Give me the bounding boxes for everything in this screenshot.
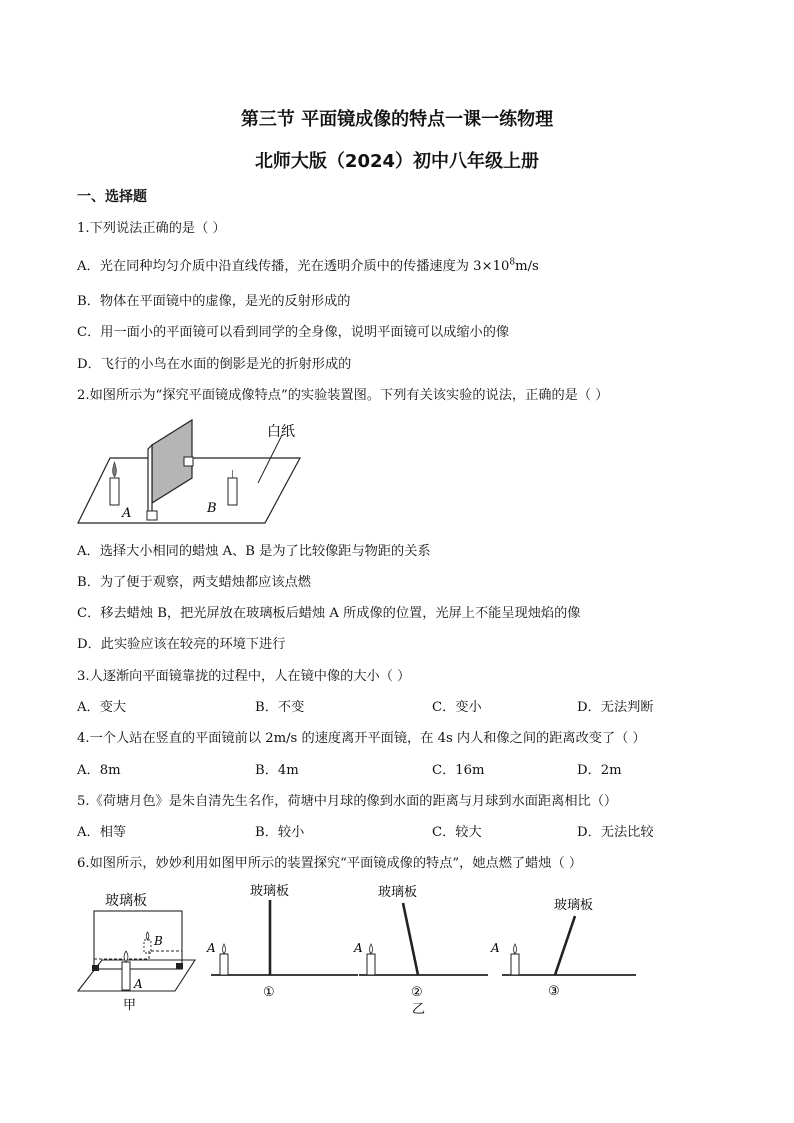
figure-yi-label: 乙 bbox=[412, 1002, 426, 1017]
figure-jia bbox=[78, 892, 195, 1013]
image-b-label: B bbox=[154, 934, 163, 948]
figure-1 bbox=[206, 883, 358, 1000]
question-2-option-d: D．此实验应该在较亮的环境下进行 bbox=[77, 637, 286, 652]
section-heading: 一、选择题 bbox=[77, 189, 147, 205]
question-4-stem: 4.一个人站在竖直的平面镜前以 2m/s 的速度离开平面镜，在 4s 内人和像之间的距离改变了（ ） bbox=[77, 731, 646, 746]
question-4-option-d: D．2m bbox=[577, 763, 622, 778]
fig3-number: ③ bbox=[548, 984, 560, 999]
question-3-option-d: D．无法判断 bbox=[577, 700, 654, 715]
page-subtitle: 北师大版（2024）初中八年级上册 bbox=[254, 151, 540, 172]
question-4-option-b: B．4m bbox=[255, 763, 299, 778]
fig1-candle-a-label: A bbox=[207, 941, 216, 955]
question-4-option-a: A．8m bbox=[77, 763, 121, 778]
fig2-candle-a-label: A bbox=[354, 941, 363, 955]
question-5-option-b: B．较小 bbox=[255, 825, 305, 840]
glass-label: 玻璃板 bbox=[105, 893, 147, 909]
page-title: 第三节 平面镜成像的特点一课一练物理 bbox=[240, 109, 554, 130]
fig2-glass-label: 玻璃板 bbox=[378, 885, 418, 900]
question-3-option-a: A．变大 bbox=[77, 700, 127, 715]
question-3-option-c: C．变小 bbox=[432, 700, 482, 715]
fig2-number: ② bbox=[411, 985, 423, 1000]
candle-a-label: A bbox=[122, 506, 132, 521]
question-5-option-c: C．较大 bbox=[432, 825, 482, 840]
fig1-number: ① bbox=[263, 985, 275, 1000]
figure-2 bbox=[353, 884, 488, 1017]
fig1-glass-label: 玻璃板 bbox=[250, 884, 290, 899]
candle-b-label: B bbox=[207, 501, 217, 516]
mirror-experiment-figure bbox=[70, 415, 310, 530]
question-4-option-c: C．16m bbox=[432, 763, 485, 778]
exponent: 8 bbox=[509, 257, 516, 268]
fig3-glass-label: 玻璃板 bbox=[554, 898, 594, 913]
question-2-option-c: C．移去蜡烛 B，把光屏放在玻璃板后蜡烛 A 所成像的位置，光屏上不能呈现烛焰的像 bbox=[77, 606, 581, 621]
mirror-angle-figure bbox=[70, 878, 645, 1018]
figure-jia-label: 甲 bbox=[123, 998, 137, 1013]
question-2-option-b: B．为了便于观察，两支蜡烛都应该点燃 bbox=[77, 575, 311, 590]
question-2-option-a: A．选择大小相同的蜡烛 A、B 是为了比较像距与物距的关系 bbox=[77, 544, 431, 559]
question-5-option-d: D．无法比较 bbox=[577, 825, 654, 840]
question-2-stem: 2.如图所示为“探究平面镜成像特点”的实验装置图。下列有关该实验的说法，正确的是（ ） bbox=[77, 388, 609, 403]
question-3-stem: 3.人逐渐向平面镜靠拢的过程中，人在镜中像的大小（ ） bbox=[77, 669, 411, 684]
fig3-candle-a-label: A bbox=[491, 941, 500, 955]
question-6-stem: 6.如图所示，妙妙利用如图甲所示的装置探究“平面镜成像的特点”，她点燃了蜡烛（ ） bbox=[77, 856, 583, 871]
question-1-option-d: D．飞行的小鸟在水面的倒影是光的折射形成的 bbox=[77, 357, 352, 372]
question-3-option-b: B．不变 bbox=[255, 700, 305, 715]
question-1-option-c: C．用一面小的平面镜可以看到同学的全身像，说明平面镜可以成缩小的像 bbox=[77, 325, 510, 340]
question-1-stem: 1.下列说法正确的是（ ） bbox=[77, 221, 226, 236]
candle-a-label: A bbox=[134, 977, 143, 991]
option-a-text: A．光在同种均匀介质中沿直线传播，光在透明介质中的传播速度为 3×10 bbox=[77, 259, 510, 274]
figure-3 bbox=[490, 897, 636, 999]
question-1-option-a bbox=[77, 255, 539, 274]
paper-label: 白纸 bbox=[267, 424, 295, 440]
question-5-stem: 5.《荷塘月色》是朱自清先生名作，荷塘中月球的像到水面的距离与月球到水面距离相比（） bbox=[77, 794, 618, 809]
question-5-option-a: A．相等 bbox=[77, 825, 127, 840]
question-1-option-b: B．物体在平面镜中的虚像，是光的反射形成的 bbox=[77, 294, 351, 309]
option-a-unit: m/s bbox=[515, 259, 539, 274]
